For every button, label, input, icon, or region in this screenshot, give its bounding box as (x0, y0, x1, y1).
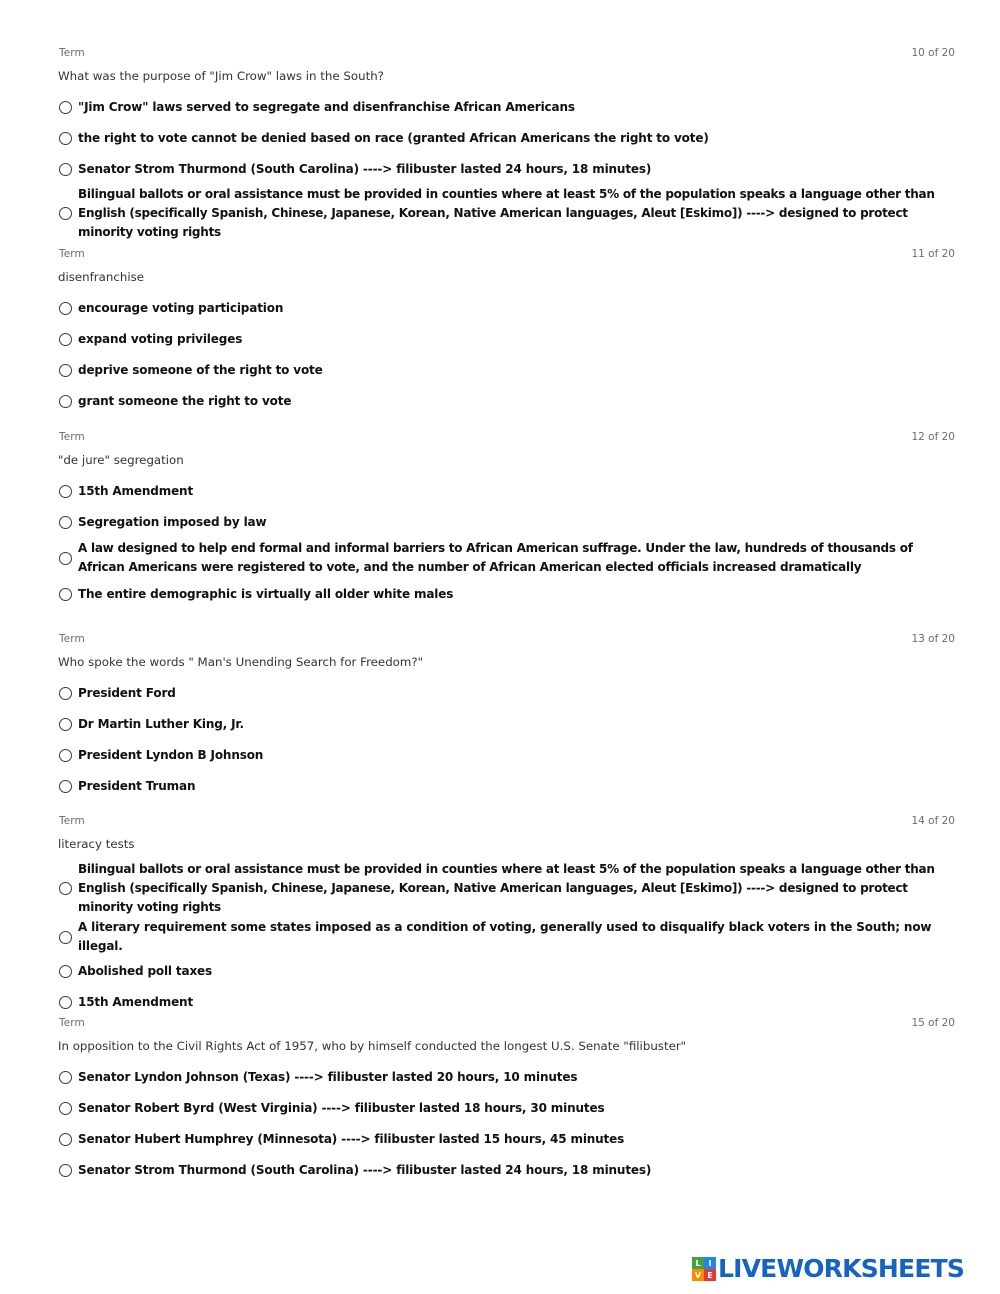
answer-option-text: Senator Robert Byrd (West Virginia) ----> filibuster lasted 18 hours, 30 minutes (78, 1101, 605, 1115)
question-14 (58, 815, 955, 1018)
question-header (58, 1017, 955, 1033)
question-header (58, 633, 955, 649)
answer-option-text: President Truman (78, 779, 196, 793)
answer-option-text: Dr Martin Luther King, Jr. (78, 717, 244, 731)
question-counter: 15 of 20 (911, 1017, 955, 1029)
answer-option[interactable] (58, 185, 955, 242)
term-label: Term (59, 47, 85, 59)
question-prompt: disenfranchise (58, 270, 144, 284)
radio-button[interactable] (59, 333, 72, 346)
answer-option[interactable] (58, 987, 955, 1018)
answer-option[interactable] (58, 918, 955, 956)
radio-button[interactable] (59, 882, 72, 895)
question-counter: 12 of 20 (911, 431, 955, 443)
answer-option[interactable] (58, 1124, 955, 1155)
logo-icon (692, 1257, 716, 1281)
question-counter: 10 of 20 (911, 47, 955, 59)
answer-option[interactable] (58, 123, 955, 154)
question-header (58, 431, 955, 447)
question-10 (58, 47, 955, 243)
answer-option-text: President Lyndon B Johnson (78, 748, 264, 762)
question-11 (58, 248, 955, 417)
answer-option-text: Senator Lyndon Johnson (Texas) ----> filibuster lasted 20 hours, 10 minutes (78, 1070, 578, 1084)
answer-option-text: A literary requirement some states imposed as a condition of voting, generally used to disqualify black voters in the South; now illegal. (78, 920, 932, 953)
answer-option-text: The entire demographic is virtually all older white males (78, 587, 454, 601)
answer-option-text: Segregation imposed by law (78, 515, 267, 529)
radio-button[interactable] (59, 552, 72, 565)
answer-option[interactable] (58, 386, 955, 417)
liveworksheets-logo (692, 1254, 964, 1284)
answer-option[interactable] (58, 293, 955, 324)
answer-option[interactable] (58, 154, 955, 185)
answer-option[interactable] (58, 1093, 955, 1124)
radio-button[interactable] (59, 485, 72, 498)
answer-option[interactable] (58, 476, 955, 507)
question-header (58, 248, 955, 264)
radio-button[interactable] (59, 163, 72, 176)
term-label: Term (59, 1017, 85, 1029)
radio-button[interactable] (59, 931, 72, 944)
answer-option-text: President Ford (78, 686, 176, 700)
question-12 (58, 431, 955, 610)
radio-button[interactable] (59, 302, 72, 315)
answer-option[interactable] (58, 538, 955, 578)
radio-button[interactable] (59, 1164, 72, 1177)
answer-option-text: A law designed to help end formal and informal barriers to African American suffrage. Under the law, hundreds of thousands of African Americans were registered to vote, and the number of African American elected officials increased dramatically (78, 541, 913, 574)
answer-option[interactable] (58, 1155, 955, 1186)
answer-options (58, 293, 955, 417)
question-prompt: literacy tests (58, 837, 135, 851)
answer-option-text: Senator Strom Thurmond (South Carolina) ----> filibuster lasted 24 hours, 18 minutes) (78, 1163, 652, 1177)
answer-option-text: "Jim Crow" laws served to segregate and disenfranchise African Americans (78, 100, 575, 114)
answer-options (58, 1062, 955, 1186)
answer-option[interactable] (58, 709, 955, 740)
answer-option-text: encourage voting participation (78, 301, 284, 315)
answer-option-text: 15th Amendment (78, 995, 194, 1009)
answer-option[interactable] (58, 771, 955, 802)
radio-button[interactable] (59, 1102, 72, 1115)
radio-button[interactable] (59, 364, 72, 377)
term-label: Term (59, 431, 85, 443)
answer-option-text: Bilingual ballots or oral assistance must be provided in counties where at least 5% of the population speaks a language other than English (specifically Spanish, Chinese, Japanese, Korean, Native American languages, Aleut [Eskimo]) ----> designed to protect minority voting rights (78, 187, 935, 239)
answer-options (58, 678, 955, 802)
answer-option[interactable] (58, 956, 955, 987)
answer-option-text: the right to vote cannot be denied based on race (granted African Americans the right to vote) (78, 131, 709, 145)
question-prompt: Who spoke the words " Man's Unending Search for Freedom?" (58, 655, 424, 669)
logo-cell: L (692, 1257, 704, 1269)
answer-option[interactable] (58, 1062, 955, 1093)
radio-button[interactable] (59, 687, 72, 700)
answer-options (58, 476, 955, 610)
radio-button[interactable] (59, 718, 72, 731)
logo-cell: E (704, 1269, 716, 1281)
answer-option-text: 15th Amendment (78, 484, 194, 498)
radio-button[interactable] (59, 132, 72, 145)
question-15 (58, 1017, 955, 1186)
answer-options (58, 860, 955, 1018)
question-counter: 14 of 20 (911, 815, 955, 827)
question-13 (58, 633, 955, 802)
question-header (58, 815, 955, 831)
answer-option[interactable] (58, 355, 955, 386)
radio-button[interactable] (59, 516, 72, 529)
answer-option-text: deprive someone of the right to vote (78, 363, 323, 377)
answer-option[interactable] (58, 507, 955, 538)
question-header (58, 47, 955, 63)
term-label: Term (59, 815, 85, 827)
logo-cell: V (692, 1269, 704, 1281)
answer-option[interactable] (58, 92, 955, 123)
answer-option[interactable] (58, 740, 955, 771)
answer-option-text: Abolished poll taxes (78, 964, 213, 978)
answer-option[interactable] (58, 324, 955, 355)
radio-button[interactable] (59, 588, 72, 601)
answer-option[interactable] (58, 860, 955, 917)
answer-option-text: Senator Hubert Humphrey (Minnesota) ----> filibuster lasted 15 hours, 45 minutes (78, 1132, 625, 1146)
answer-option-text: grant someone the right to vote (78, 394, 292, 408)
radio-button[interactable] (59, 749, 72, 762)
radio-button[interactable] (59, 965, 72, 978)
radio-button[interactable] (59, 996, 72, 1009)
answer-option[interactable] (58, 579, 955, 610)
question-prompt: What was the purpose of "Jim Crow" laws in the South? (58, 69, 384, 83)
radio-button[interactable] (59, 1071, 72, 1084)
question-prompt: In opposition to the Civil Rights Act of 1957, who by himself conducted the longest U.S. Senate "filibuster" (58, 1039, 687, 1053)
answer-option[interactable] (58, 678, 955, 709)
radio-button[interactable] (59, 395, 72, 408)
radio-button[interactable] (59, 101, 72, 114)
radio-button[interactable] (59, 1133, 72, 1146)
radio-button[interactable] (59, 780, 72, 793)
question-counter: 11 of 20 (911, 248, 955, 260)
question-counter: 13 of 20 (911, 633, 955, 645)
term-label: Term (59, 633, 85, 645)
brand-name: LIVEWORKSHEETS (718, 1254, 965, 1283)
answer-option-text: expand voting privileges (78, 332, 243, 346)
question-prompt: "de jure" segregation (58, 453, 184, 467)
answer-option-text: Senator Strom Thurmond (South Carolina) ----> filibuster lasted 24 hours, 18 minutes) (78, 162, 652, 176)
answer-options (58, 92, 955, 242)
term-label: Term (59, 248, 85, 260)
radio-button[interactable] (59, 207, 72, 220)
answer-option-text: Bilingual ballots or oral assistance must be provided in counties where at least 5% of the population speaks a language other than English (specifically Spanish, Chinese, Japanese, Korean, Native American languages, Aleut [Eskimo]) ----> designed to protect minority voting rights (78, 862, 935, 914)
logo-cell: I (704, 1257, 716, 1269)
